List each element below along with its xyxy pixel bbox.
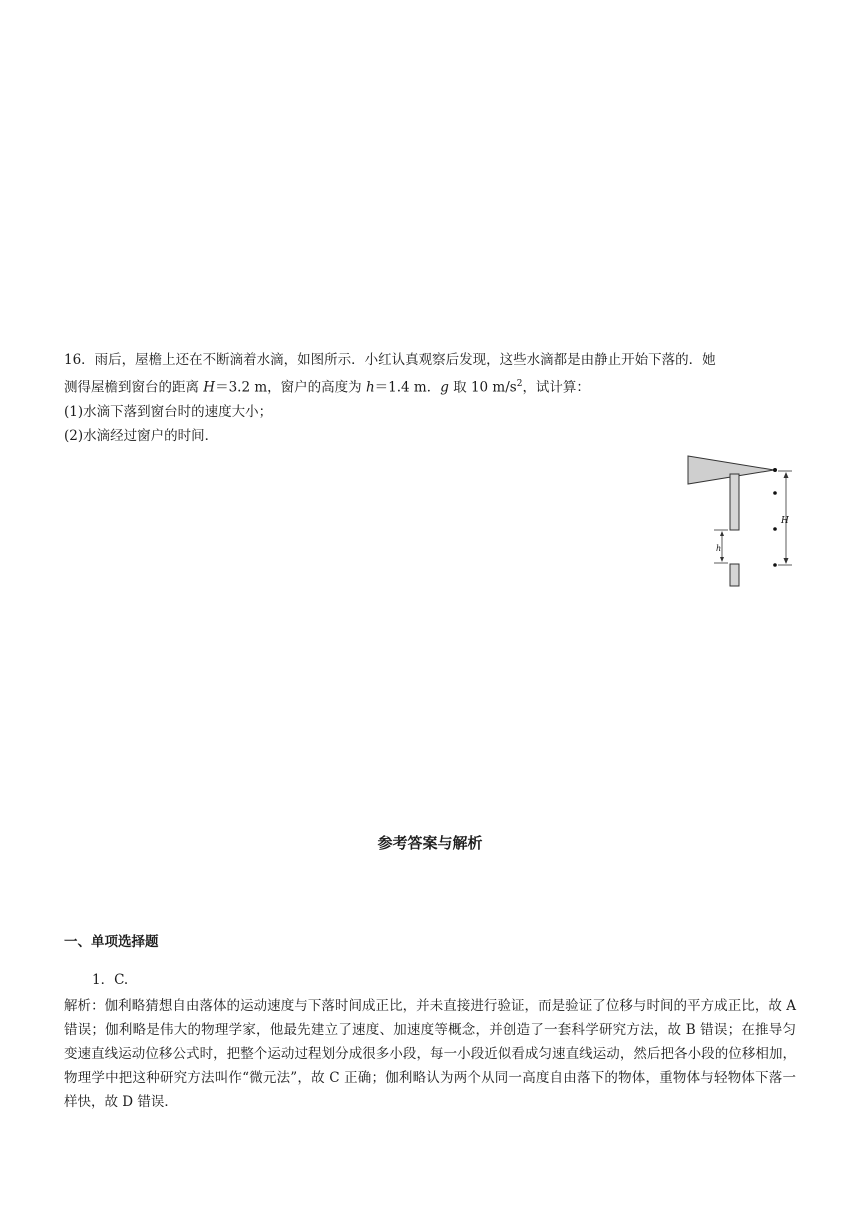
wall-upper <box>730 474 739 530</box>
section-heading: 一、单项选择题 <box>64 934 159 950</box>
h-arrow-down <box>720 557 724 562</box>
q16-text-a: 测得屋檐到窗台的距离 <box>64 379 204 396</box>
water-drop <box>773 491 777 495</box>
water-drop <box>773 468 777 472</box>
h-symbol: h <box>365 379 375 396</box>
q16-text-e: ，试计算： <box>522 379 590 396</box>
q16-text-b: ＝3.2 m，窗户的高度为 <box>215 379 366 396</box>
h-arrow-up <box>720 531 724 536</box>
H-arrow-down <box>784 558 789 564</box>
H-symbol: H <box>203 379 216 396</box>
answer-1-explanation: 解析：伽利略猜想自由落体的运动速度与下落时间成正比，并未直接进行验证，而是验证了位移与时间的平方成正比，故 A 错误；伽利略是伟大的物理学家，他最先建立了速度、加速度等概念，并创造了一套科学研究方法，故 B 错误；在推导匀变速直线运动位移公式时，把整个运动过程划分成很多小段，每一小段近似看成匀速直线运动，然后把各小段的位移相加，物理学中把这种研究方法叫作“微元法”，故 C 正确；伽利略认为两个从同一高度自由落下的物体，重物体与轻物体下落一样快，故 D 错误． <box>64 998 796 1110</box>
answers-title: 参考答案与解析 <box>377 834 483 852</box>
answer-1: 1．C. <box>92 972 129 988</box>
g-symbol: g <box>440 379 449 396</box>
h-label: h <box>716 544 722 553</box>
question-16-part-1: (1)水滴下落到窗台时的速度大小； <box>64 403 273 420</box>
wall-lower <box>730 564 739 586</box>
H-arrow-up <box>784 472 789 478</box>
superscript-2: 2 <box>516 379 523 389</box>
H-label: H <box>781 516 789 526</box>
question-16-line-1: 16．雨后，屋檐上还在不断滴着水滴，如图所示．小红认真观察后发现，这些水滴都是由静止开始下落的．她 <box>64 352 716 368</box>
question-16-line-2 <box>64 372 796 400</box>
question-16 <box>64 348 796 448</box>
water-drop <box>773 563 777 567</box>
q16-text-d: 取 10 m/s <box>448 379 517 396</box>
question-16-part-2: (2)水滴经过窗户的时间． <box>64 427 219 444</box>
water-drop <box>773 527 777 531</box>
raindrop-figure <box>686 452 806 592</box>
q16-text-c: ＝1.4 m． <box>374 379 441 396</box>
